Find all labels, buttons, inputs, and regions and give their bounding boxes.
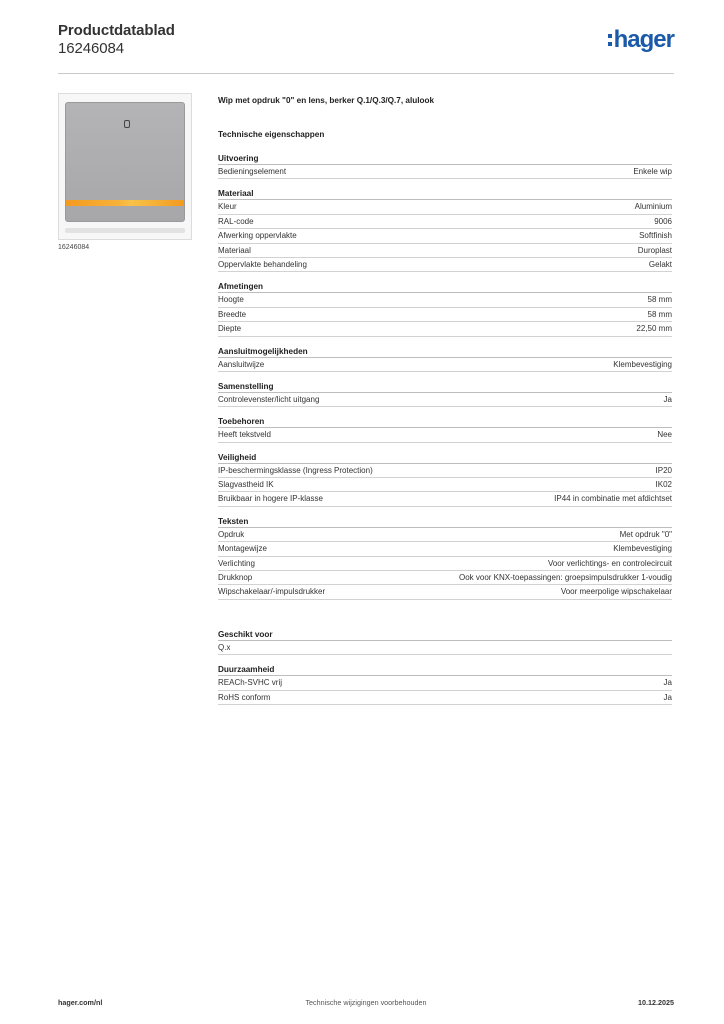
spec-label: Bedieningselement xyxy=(218,167,287,176)
spec-section xyxy=(218,517,672,600)
logo-text: hager xyxy=(613,26,674,53)
spec-section xyxy=(218,282,672,336)
spec-content xyxy=(218,96,672,705)
spec-row xyxy=(218,308,672,322)
section-title: Teksten xyxy=(218,517,672,528)
spec-row xyxy=(218,571,672,585)
spec-row xyxy=(218,464,672,478)
product-title: Wip met opdruk "0" en lens, berker Q.1/Q.3/Q.7, alulook xyxy=(218,96,435,105)
spec-section xyxy=(218,665,672,705)
spec-row xyxy=(218,492,672,506)
spec-label: REACh-SVHC vrij xyxy=(218,678,283,688)
spec-section xyxy=(218,453,672,507)
spec-label: RAL-code xyxy=(218,216,254,226)
footer-notice: Technische wijzigingen voorbehouden xyxy=(305,998,427,1007)
spec-row xyxy=(218,691,672,705)
spec-row xyxy=(218,200,672,214)
image-caption: 16246084 xyxy=(58,244,90,251)
spec-sections xyxy=(218,154,672,705)
spec-value: Met opdruk "0" xyxy=(619,529,672,539)
spec-value: Klembevestiging xyxy=(613,544,672,554)
spec-label: Aansluitwijze xyxy=(218,359,265,369)
spec-value: Ook voor KNX-toepassingen: groepsimpulsdrukker 1-voudig xyxy=(459,573,672,583)
product-image xyxy=(58,93,192,240)
spec-section xyxy=(218,154,672,179)
spec-value: Nee xyxy=(657,430,672,440)
spec-row xyxy=(218,293,672,307)
spec-row xyxy=(218,322,672,336)
spec-label: Controlevenster/licht uitgang xyxy=(218,394,320,404)
spec-row xyxy=(218,676,672,690)
spec-section xyxy=(218,382,672,407)
spec-value: 58 mm xyxy=(647,309,672,319)
footer-website: hager.com/nl xyxy=(58,998,103,1007)
spec-value: IP20 xyxy=(655,465,672,475)
spec-row xyxy=(218,215,672,229)
spec-section xyxy=(218,630,672,655)
spec-section xyxy=(218,189,672,272)
spec-value: Voor verlichtings- en controlecircuit xyxy=(547,558,672,568)
spec-value: Klembevestiging xyxy=(613,359,672,369)
spec-label: RoHS conform xyxy=(218,692,271,702)
spec-value: Ja xyxy=(663,678,672,688)
spec-row xyxy=(218,258,672,272)
spec-row xyxy=(218,393,672,407)
spec-value: 22,50 mm xyxy=(636,324,672,334)
spec-value: Ja xyxy=(663,394,672,404)
switch-base-shadow xyxy=(65,228,185,233)
spec-label: Drukknop xyxy=(218,573,253,583)
spec-section xyxy=(218,417,672,442)
spec-label: Kleur xyxy=(218,202,237,212)
spec-label: IP-beschermingsklasse (Ingress Protection) xyxy=(218,465,373,475)
header-divider xyxy=(58,73,674,74)
section-title: Uitvoering xyxy=(218,154,672,165)
spec-label: Materiaal xyxy=(218,245,251,255)
spec-label: Wipschakelaar/-impulsdrukker xyxy=(218,587,326,597)
spec-label: Montagewijze xyxy=(218,544,267,554)
spec-row xyxy=(218,528,672,542)
hager-colon-icon xyxy=(608,32,612,48)
spec-label: Bruikbaar in hogere IP-klasse xyxy=(218,494,323,504)
section-title: Toebehoren xyxy=(218,417,672,428)
spec-row xyxy=(218,557,672,571)
spec-heading: Technische eigenschappen xyxy=(218,130,325,139)
section-title: Duurzaamheid xyxy=(218,665,672,676)
spec-value: 9006 xyxy=(654,216,672,226)
section-title: Materiaal xyxy=(218,189,672,200)
spec-section xyxy=(218,347,672,372)
spec-label: Opdruk xyxy=(218,529,245,539)
switch-rocker-image xyxy=(65,102,185,222)
spec-row xyxy=(218,428,672,442)
spec-row xyxy=(218,229,672,243)
section-title: Geschikt voor xyxy=(218,630,672,641)
spec-label: Oppervlakte behandeling xyxy=(218,259,307,269)
spec-row xyxy=(218,542,672,556)
spec-label: Diepte xyxy=(218,324,242,334)
spec-value: Softfinish xyxy=(639,231,672,241)
spec-row xyxy=(218,641,672,655)
spec-row xyxy=(218,358,672,372)
zero-print-icon xyxy=(124,120,130,128)
document-number: 16246084 xyxy=(58,40,124,57)
page-footer xyxy=(58,998,674,1010)
spec-value: IK02 xyxy=(655,480,672,490)
spec-value: Ja xyxy=(663,692,672,702)
spec-row xyxy=(218,165,672,179)
spec-row xyxy=(218,244,672,258)
spec-label: Breedte xyxy=(218,309,247,319)
spec-label: Slagvastheid IK xyxy=(218,480,274,490)
spec-label: Verlichting xyxy=(218,558,255,568)
spec-value: Voor meerpolige wipschakelaar xyxy=(560,587,672,597)
document-title: Productdatablad xyxy=(58,22,175,39)
section-title: Samenstelling xyxy=(218,382,672,393)
spec-value: Enkele wip xyxy=(633,167,672,176)
spec-value: Duroplast xyxy=(637,245,672,255)
spec-value: IP44 in combinatie met afdichtset xyxy=(554,494,672,504)
spec-label: Afwerking oppervlakte xyxy=(218,231,297,241)
spec-label: Q.x xyxy=(218,642,231,652)
section-title: Afmetingen xyxy=(218,282,672,293)
spec-row xyxy=(218,478,672,492)
spec-label: Hoogte xyxy=(218,295,244,305)
hager-logo xyxy=(608,26,674,54)
page-header xyxy=(58,22,674,72)
spec-value: 58 mm xyxy=(647,295,672,305)
spec-label: Heeft tekstveld xyxy=(218,430,271,440)
section-title: Aansluitmogelijkheden xyxy=(218,347,672,358)
spec-value: Aluminium xyxy=(634,202,672,212)
led-lens-strip xyxy=(66,200,184,206)
spec-value: Gelakt xyxy=(648,259,672,269)
spec-row xyxy=(218,585,672,599)
footer-date: 10.12.2025 xyxy=(638,998,674,1007)
section-title: Veiligheid xyxy=(218,453,672,464)
